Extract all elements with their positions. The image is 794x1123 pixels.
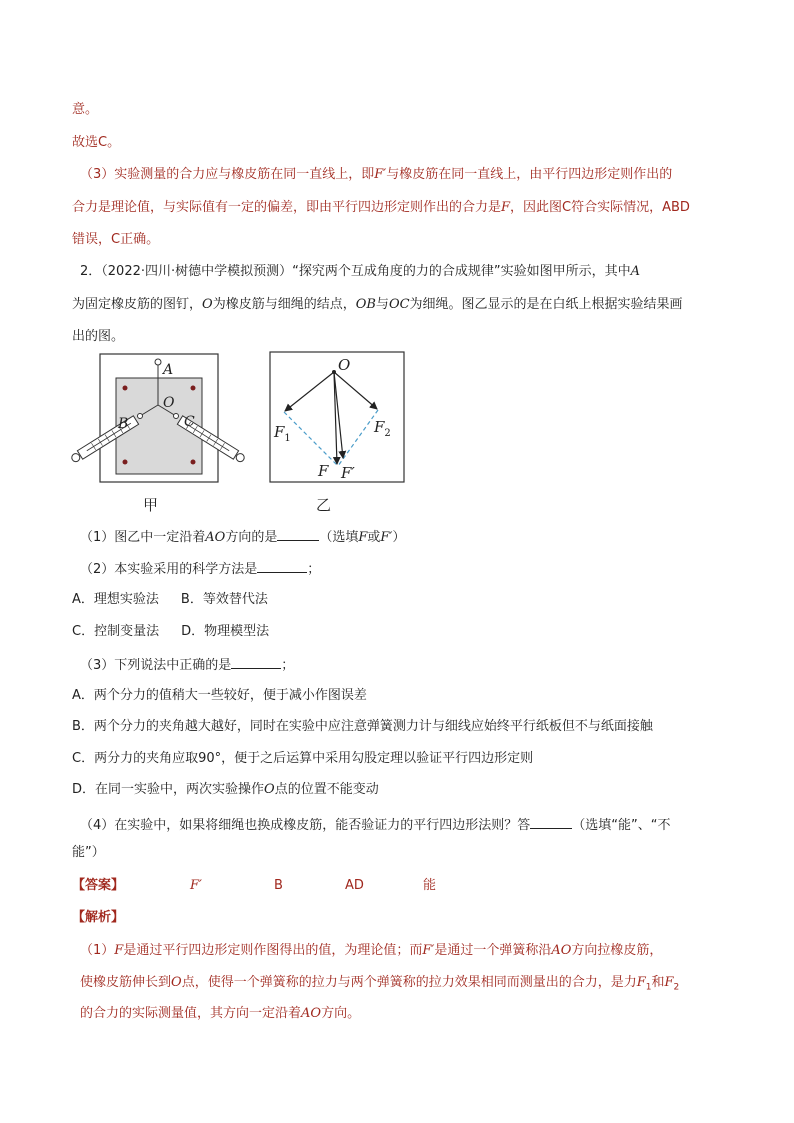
- q2-intro-line-2: 为固定橡皮筋的图钉，O为橡皮筋与细绳的结点，OB与OC为细绳。图乙显示的是在白纸上根据实验结果画: [72, 297, 683, 312]
- analysis-line-2: 使橡皮筋伸长到O点，使得一个弹簧称的拉力与两个弹簧称的拉力效果相同而测量出的合力，是力$F_1$和$F_2$: [80, 975, 680, 993]
- figure-jia: [70, 350, 250, 490]
- question-3: （3）下列说法中正确的是 ；: [80, 654, 740, 676]
- answer-blank-3[interactable]: [231, 654, 281, 669]
- label-F2: F: [374, 418, 385, 436]
- answer-blank-2[interactable]: [257, 558, 307, 573]
- answer-4: 能: [423, 878, 437, 893]
- prev-line-1: 意。: [72, 102, 99, 117]
- question-2: （2）本实验采用的科学方法是 ；: [80, 558, 740, 580]
- analysis-label: 【解析】: [72, 910, 125, 925]
- prev-line-5: 错误，C正确。: [72, 232, 160, 247]
- question-4-cont: 能”）: [72, 845, 105, 860]
- q2-option-b: B．等效替代法: [180, 592, 268, 607]
- answer-3: AD: [345, 878, 364, 893]
- label-C: C: [184, 414, 195, 430]
- label-F1: F: [274, 423, 285, 441]
- prev-line-2: 故选C。: [72, 135, 121, 150]
- label-Fprime: F′: [341, 464, 355, 482]
- analysis-line-3: 的合力的实际测量值，其方向一定沿着AO方向。: [80, 1006, 361, 1021]
- label-F1-sub: 1: [284, 433, 291, 444]
- label-A: A: [163, 362, 174, 378]
- answer-1: F′: [190, 878, 202, 893]
- label-F2-sub: 2: [384, 428, 391, 439]
- question-4: （4）在实验中，如果将细绳也换成橡皮筋，能否验证力的平行四边形法则？答 （选填“能”、“不: [80, 814, 740, 836]
- figure-yi: [268, 350, 408, 486]
- q2-options-row-1: [72, 590, 732, 610]
- q3-option-c: C．两分力的夹角应取90°，便于之后运算中采用勾股定理以验证平行四边形定则: [72, 751, 534, 766]
- q2-options-row-2: [72, 622, 732, 642]
- caption-yi: 乙: [316, 496, 332, 514]
- q2-option-c: C．控制变量法: [72, 624, 160, 639]
- q2-option-d: D．物理模型法: [181, 624, 270, 639]
- label-O: O: [163, 395, 175, 411]
- caption-jia: 甲: [143, 496, 159, 514]
- q2-intro-line-1: 2．（2022·四川·树德中学模拟预测）“探究两个互成角度的力的合成规律”实验如图甲所示，其中A: [80, 264, 640, 279]
- prev-line-3: （3）实验测量的合力应与橡皮筋在同一直线上，即F′与橡皮筋在同一直线上，由平行四边形定则作出的: [80, 167, 673, 182]
- prev-line-4: 合力是理论值，与实际值有一定的偏差，即由平行四边形定则作出的合力是F，因此图C符合实际情况，ABD: [72, 200, 690, 215]
- answer-blank-4[interactable]: [530, 814, 572, 829]
- question-1: （1）图乙中一定沿着AO方向的是 （选填F或F′）: [80, 526, 740, 548]
- label-O-yi: O: [338, 356, 351, 374]
- analysis-line-1: （1）F是通过平行四边形定则作图得出的值，为理论值；而F′是通过一个弹簧称沿AO方向拉橡皮筋，: [80, 943, 663, 958]
- answer-2: B: [274, 878, 283, 893]
- answer-blank-1[interactable]: [277, 526, 319, 541]
- q2-intro-line-3: 出的图。: [72, 329, 125, 344]
- q3-option-b: B．两个分力的夹角越大越好，同时在实验中应注意弹簧测力计与细线应始终平行纸板但不与纸面接触: [72, 719, 653, 734]
- q3-option-d: D．在同一实验中，两次实验操作O点的位置不能变动: [72, 782, 379, 797]
- label-F: F: [318, 462, 329, 480]
- label-B: B: [118, 416, 129, 432]
- answer-label: 【答案】: [72, 878, 125, 893]
- answer-section: [72, 876, 732, 896]
- q3-option-a: A．两个分力的值稍大一些较好，便于减小作图误差: [72, 688, 367, 703]
- q2-option-a: A．理想实验法: [72, 592, 159, 607]
